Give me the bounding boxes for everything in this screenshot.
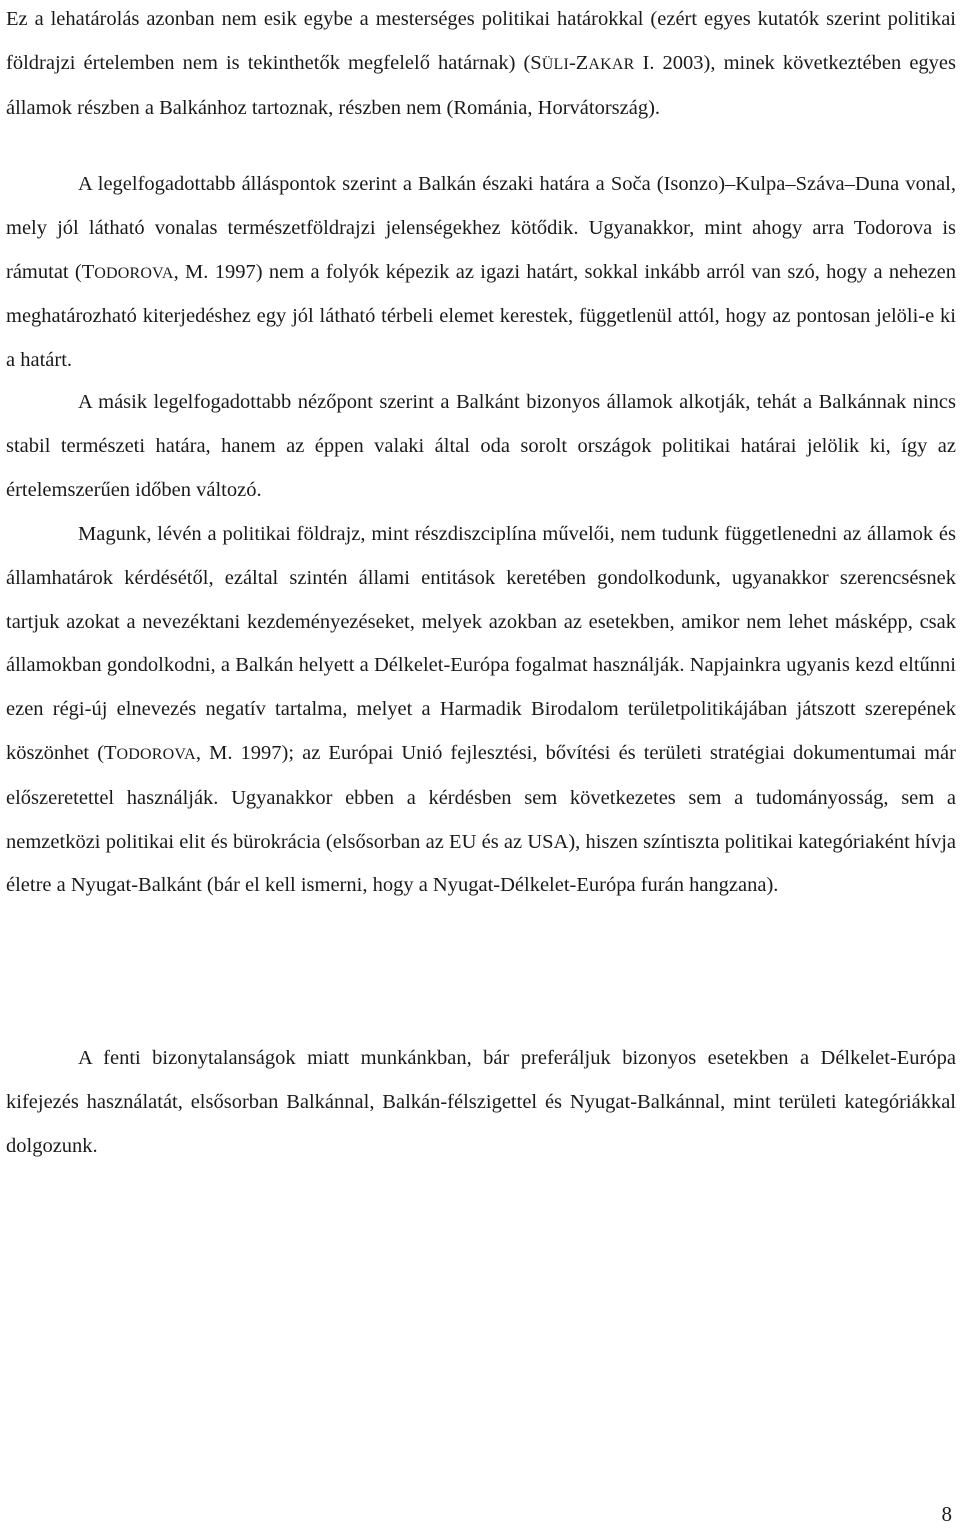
author-smallcaps: ODOROVA: [94, 264, 174, 282]
paragraph-2-text-b: , M. 1997) nem a folyók képezik az igazi határt, sokkal inkább arról van szó, hogy a nehezen meghatározható kiterjedéshez egy jól látható térbeli elemet kerestek, függetlenül attól, hogy az pontosan jelöli-e ki a határt.: [6, 260, 956, 372]
paragraph-5: [6, 1037, 956, 1168]
author-smallcaps: AKAR: [588, 55, 635, 73]
author-smallcaps: ODOROVA: [116, 745, 196, 763]
paragraph-2: [6, 163, 956, 383]
paragraph-2-text-a: A legelfogadottabb álláspontok szerint a Balkán északi határa a Soča (Isonzo)–Kulpa–Száva–Duna vonal, mely jól látható vonalas természetföldrajzi jelenségekhez kötődik. Ugyanakkor, mint ahogy arra Todorova is rámutat (T: [6, 173, 956, 283]
paragraph-5-text: A fenti bizonytalanságok miatt munkánkban, bár preferáljuk bizonyos esetekben a Délkelet-Európa kifejezés használatát, elsősorban Balkánnal, Balkán-félszigettel és Nyugat-Balkánnal, mint területi kategóriákkal dolgozunk.: [6, 1047, 956, 1157]
paragraph-1: [6, 0, 956, 130]
paragraph-4-text-a: Magunk, lévén a politikai földrajz, mint részdiszciplína művelői, nem tudunk függetlenedni az államok és államhatárok kérdésétől, ezáltal szintén állami entitások keretében gondolkodunk, ugyanakkor szerencsésnek tartjuk azokat a nevezéktani kezdeményezéseket, melyek azokban az esetekben, amikor nem lehet másképp, csak államokban gondolkodni, a Balkán helyett a Délkelet-Európa fogalmat használják. Napjainkra ugyanis kezd eltűnni ezen régi-új elnevezés negatív tartalma, melyet a Harmadik Birodalom területpolitikájában játszott szerepének köszönhet (T: [6, 523, 956, 764]
paragraph-1-text-a: Ez a lehatárolás azonban nem esik egybe a mesterséges politikai határokkal (ezért egyes kutatók szerint politikai földrajzi értelemben nem is tekinthetők megfelelő határnak) (S: [6, 8, 956, 74]
page-number: 8: [941, 1502, 952, 1526]
paragraph-3-text: A másik legelfogadottabb nézőpont szerint a Balkánt bizonyos államok alkotják, tehát a Balkánnak nincs stabil természeti határa, hanem az éppen valaki által oda sorolt országok politikai határai jelölik ki, így az értelemszerűen időben változó.: [6, 391, 956, 501]
paragraph-1-text-b: -Z: [568, 51, 589, 74]
author-smallcaps: ÜLI: [541, 55, 569, 73]
paragraph-4-text-b: , M. 1997); az Európai Unió fejlesztési, bővítési és területi stratégiai dokumentumai már előszeretettel használják. Ugyanakkor ebben a kérdésben sem következetes sem a tudományosság, sem a nemzetközi politikai elit és bürokrácia (elsősorban az EU és az USA), hiszen színtiszta politikai kategóriaként hívja életre a Nyugat-Balkánt (bár el kell ismerni, hogy a Nyugat-Délkelet-Európa furán hangzana).: [6, 741, 956, 897]
paragraph-3: [6, 381, 956, 512]
paragraph-1-text-c: I. 2003), minek következtében egyes államok részben a Balkánhoz tartoznak, részben nem (Románia, Horvátország).: [6, 51, 956, 119]
paragraph-4: [6, 513, 956, 908]
